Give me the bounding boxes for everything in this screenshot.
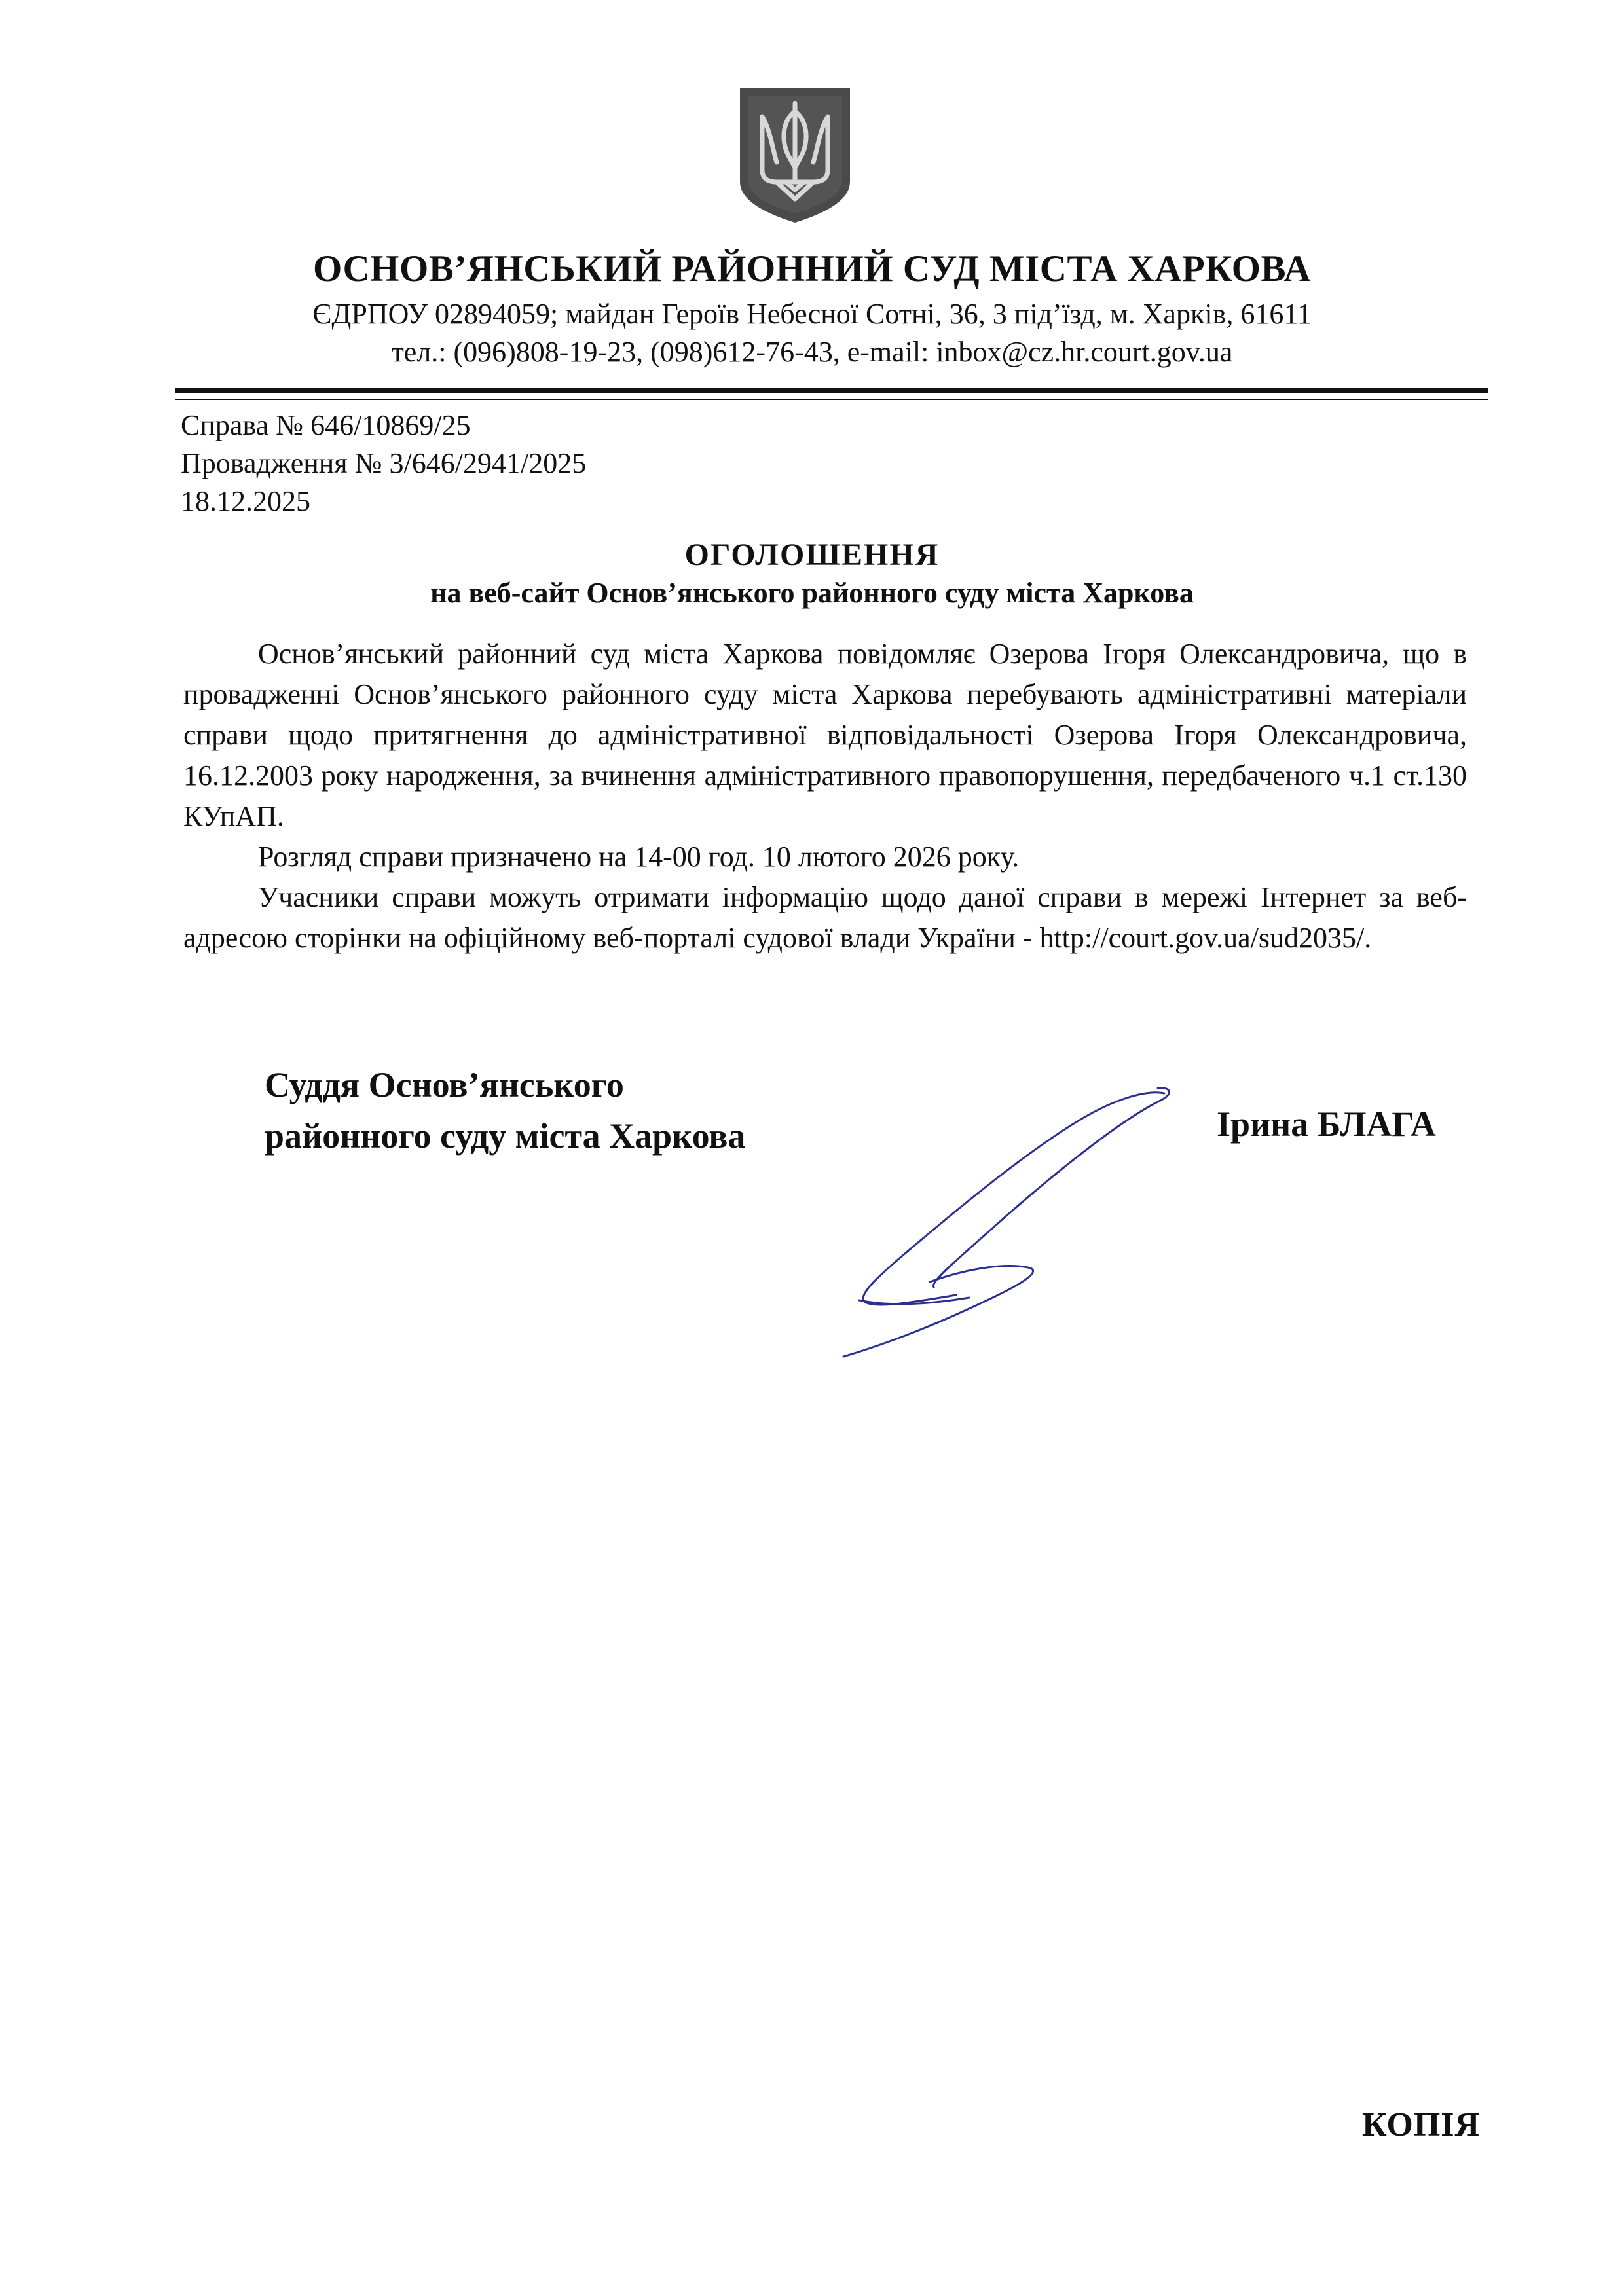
announcement-body: [183, 634, 1467, 958]
court-address: ЄДРПОУ 02894059; майдан Героїв Небесної Сотні, 36, 3 під’їзд, м. Харків, 61611: [312, 298, 1312, 330]
judge-position-line2: районного суду міста Харкова: [265, 1116, 746, 1156]
header-rule-thin: [175, 399, 1488, 400]
copy-stamp: КОПІЯ: [1362, 2106, 1481, 2143]
announcement-subtitle: на веб-сайт Основ’янського районного суду міста Харкова: [430, 577, 1194, 609]
court-name: ОСНОВ’ЯНСЬКИЙ РАЙОННИЙ СУД МІСТА ХАРКОВА: [312, 248, 1312, 289]
judge-position: [265, 1059, 745, 1161]
judge-name: Ірина БЛАГА: [1217, 1104, 1436, 1144]
case-number: Справа № 646/10869/25: [181, 409, 471, 441]
court-contacts: тел.: (096)808-19-23, (098)612-76-43, e-mail: inbox@cz.hr.court.gov.ua: [391, 336, 1233, 368]
document-date: 18.12.2025: [181, 485, 310, 517]
header-rule-thick: [175, 388, 1488, 393]
proceeding-number: Провадження № 3/646/2941/2025: [181, 447, 587, 479]
judge-position-line1: Суддя Основ’янського: [265, 1065, 624, 1104]
announcement-title: ОГОЛОШЕННЯ: [684, 538, 940, 572]
body-paragraph-notice: Основ’янський районний суд міста Харкова повідомляє Озерова Ігоря Олександровича, що в провадженні Основ’янського районного суду міста Харкова перебувають адміністративні матеріали справи щодо притягнення до адміністративної відповідальності Озерова Ігоря Олександровича, 16.12.2003 року народження, за вчинення адміністративного правопорушення, передбаченого ч.1 ст.130 КУпАП.: [183, 638, 1467, 832]
coat-of-arms-icon: [736, 84, 854, 227]
body-paragraph-info: Учасники справи можуть отримати інформацію щодо даної справи в мережі Інтернет за веб-адресою сторінки на офіційному веб-порталі судової влади України - http://court.gov.ua/sud2035/.: [183, 881, 1467, 954]
handwritten-signature: [832, 1074, 1198, 1362]
body-paragraph-hearing: Розгляд справи призначено на 14-00 год. 10 лютого 2026 року.: [258, 841, 1020, 873]
